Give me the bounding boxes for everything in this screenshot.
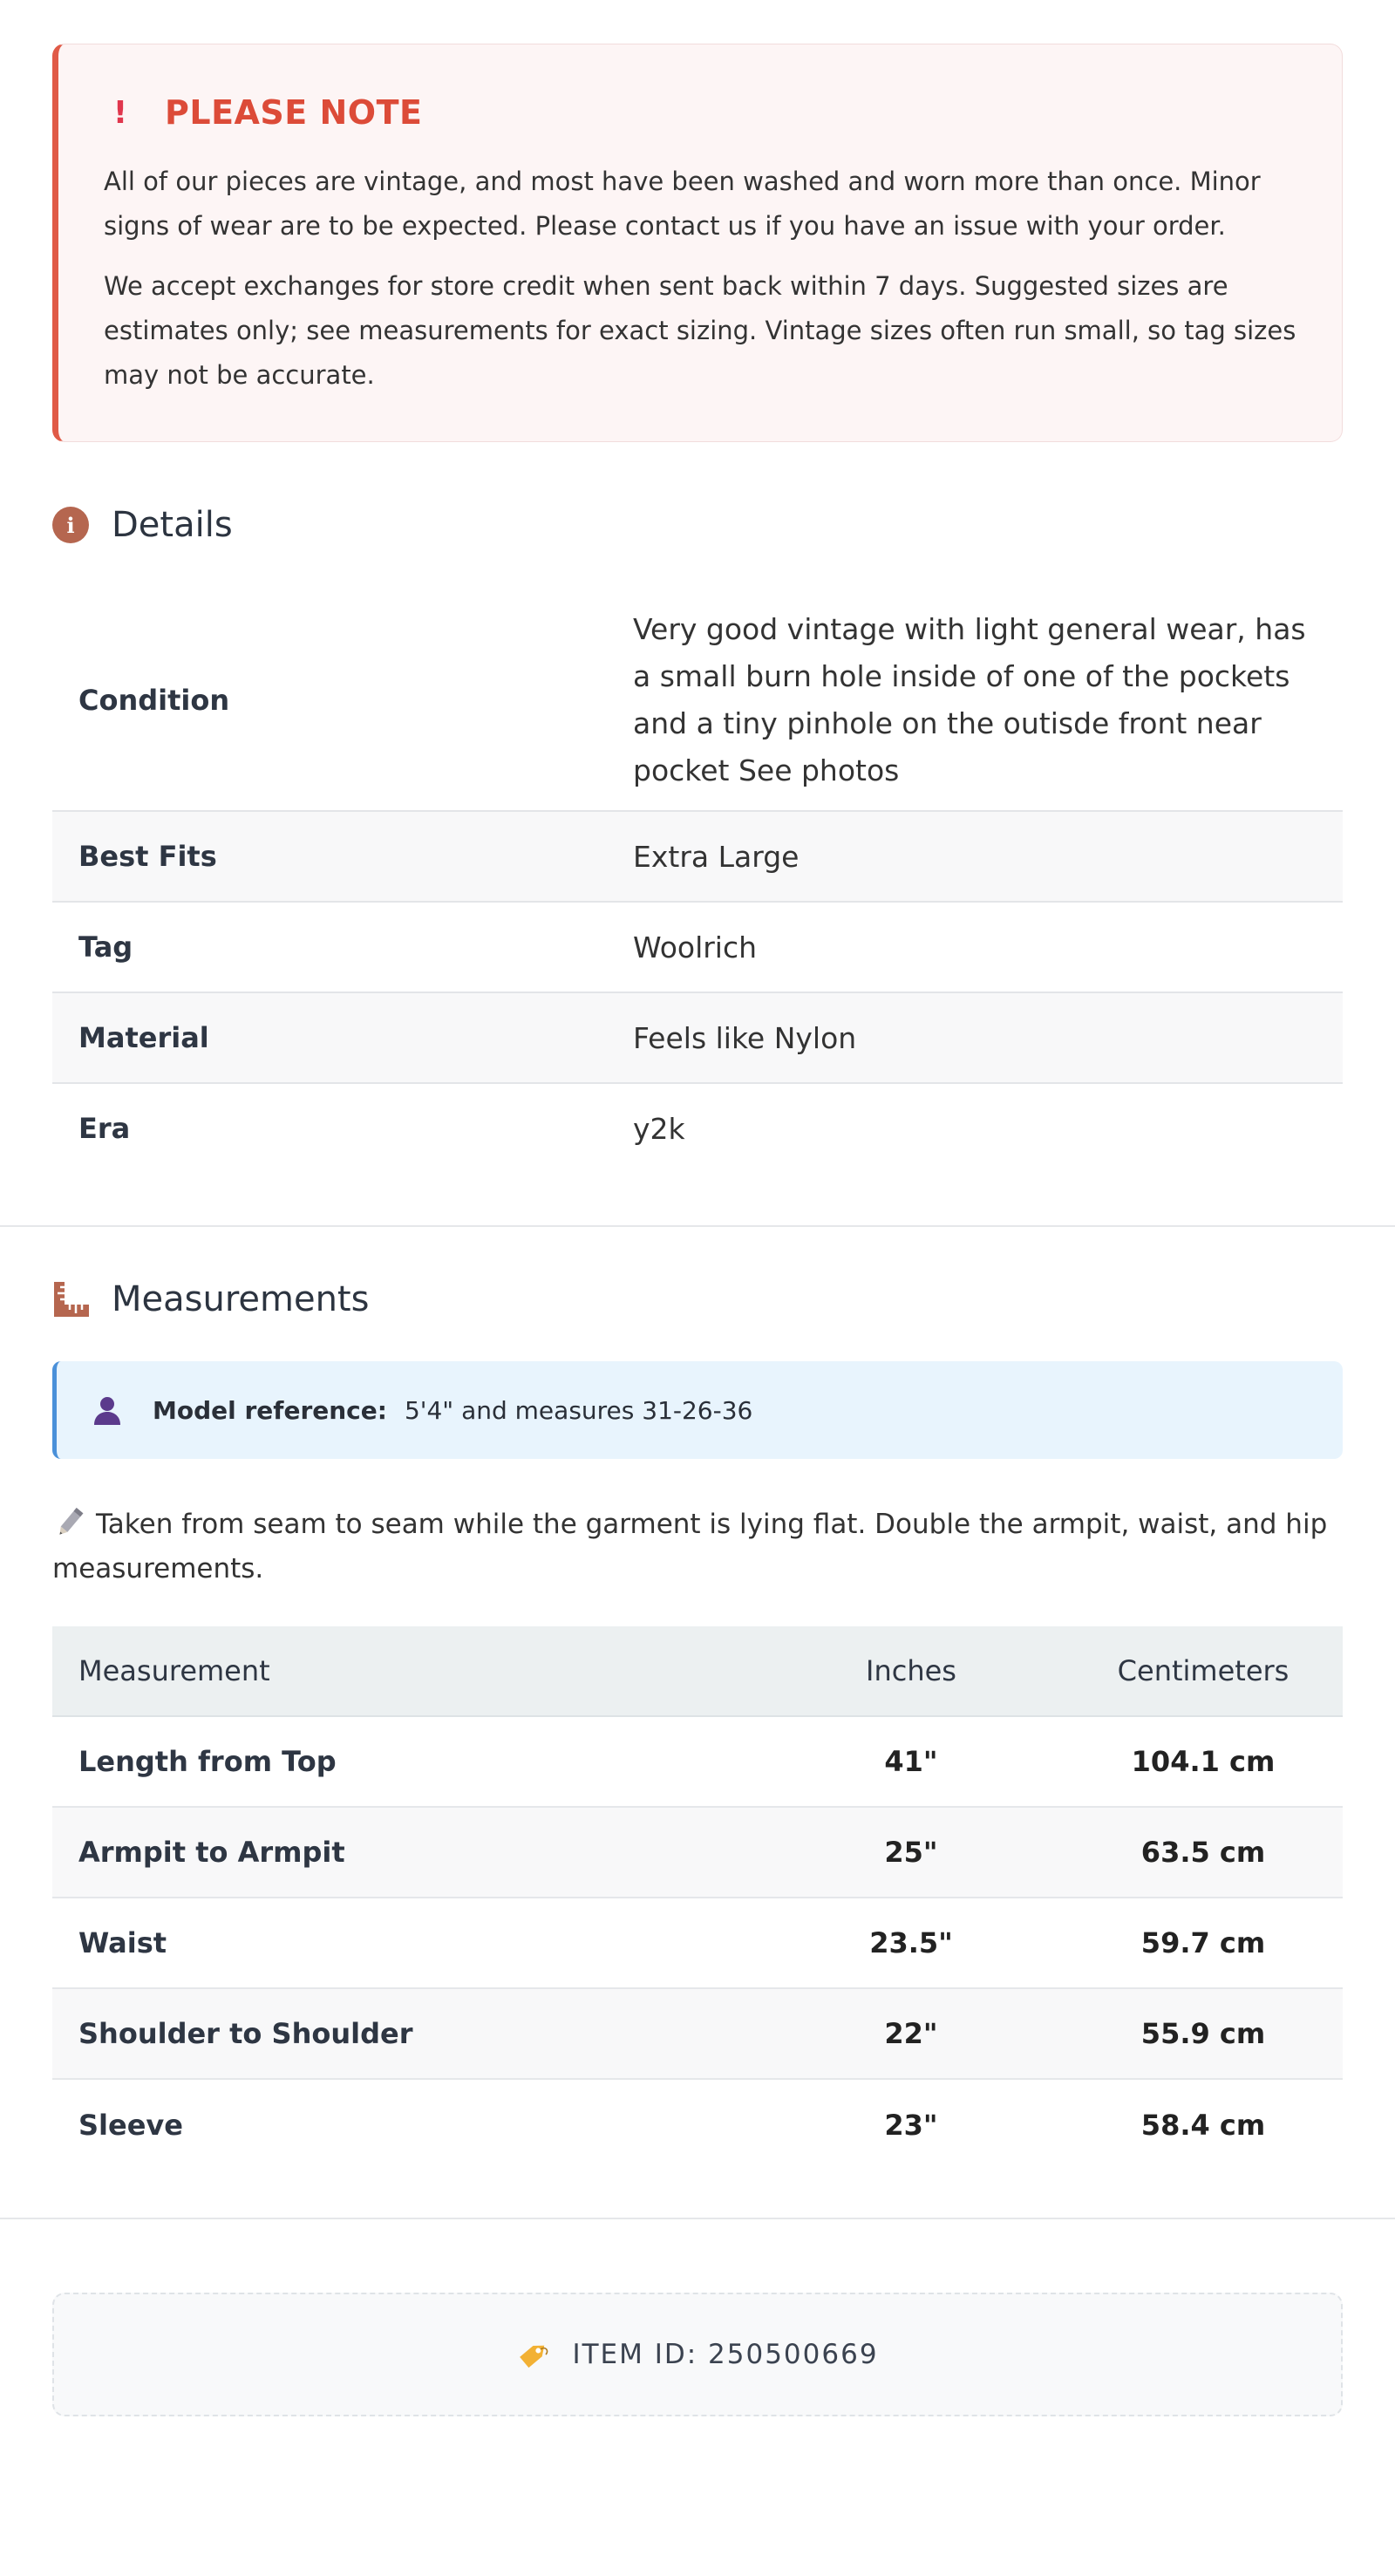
measurement-name: Sleeve <box>78 2109 183 2142</box>
measurements-section <box>0 1279 1395 2171</box>
measurement-name: Armpit to Armpit <box>78 1836 345 1869</box>
ruler-icon <box>52 1280 91 1319</box>
details-value: Very good vintage with light general wear, has a small burn hole inside of one of the pockets and a tiny pinhole on the outisde front near pocket See photos <box>633 612 1306 787</box>
section-divider <box>0 1225 1395 1227</box>
model-reference-label: Model reference: <box>153 1395 387 1425</box>
details-row <box>52 590 1343 812</box>
measurement-inches: 22" <box>884 2017 938 2050</box>
measurement-cm: 55.9 cm <box>1140 2017 1266 2050</box>
details-value: y2k <box>633 1111 685 1146</box>
note-title: PLEASE NOTE <box>165 93 423 132</box>
tag-icon <box>516 2337 551 2372</box>
table-row <box>52 2080 1343 2171</box>
measurement-cm: 59.7 cm <box>1140 1926 1266 1959</box>
details-label: Tag <box>78 930 133 964</box>
item-id: ITEM ID: 250500669 <box>572 2339 879 2370</box>
pencil-icon <box>52 1505 87 1540</box>
table-row <box>52 1898 1343 1989</box>
table-body <box>52 1717 1343 2171</box>
details-value: Woolrich <box>633 930 758 964</box>
section-divider <box>0 2218 1395 2219</box>
measurements-title: Measurements <box>112 1279 370 1319</box>
table-row <box>52 1717 1343 1808</box>
measurements-table <box>52 1626 1343 2171</box>
measurement-cm: 58.4 cm <box>1140 2109 1266 2142</box>
details-row <box>52 993 1343 1084</box>
exclamation-icon: ! <box>112 94 128 131</box>
item-id-box <box>52 2293 1343 2416</box>
header-measurement: Measurement <box>78 1654 270 1687</box>
details-row <box>52 812 1343 903</box>
header-centimeters: Centimeters <box>1117 1654 1290 1687</box>
details-label: Material <box>78 1021 209 1054</box>
measurement-inches: 23" <box>884 2109 938 2142</box>
person-icon <box>92 1394 123 1426</box>
measurement-cm: 104.1 cm <box>1131 1745 1276 1778</box>
measurement-name: Shoulder to Shoulder <box>78 2017 413 2050</box>
details-header <box>52 505 1343 545</box>
note-header <box>104 93 1296 132</box>
measurement-inches: 25" <box>884 1836 938 1869</box>
note-paragraph: We accept exchanges for store credit when sent back within 7 days. Suggested sizes are estimates only; see measurements for exact sizing. Vintage sizes often run small, so tag sizes may not be accurate. <box>104 271 1296 390</box>
table-row <box>52 1808 1343 1898</box>
info-icon: i <box>52 507 89 543</box>
details-row <box>52 1084 1343 1173</box>
measurements-header <box>52 1279 1343 1319</box>
measurement-note-text: Taken from seam to seam while the garment is lying flat. Double the armpit, waist, and hip measurements. <box>52 1509 1328 1584</box>
measurement-note <box>52 1503 1343 1591</box>
please-note-box <box>52 44 1343 442</box>
measurement-cm: 63.5 cm <box>1140 1836 1266 1869</box>
details-label: Best Fits <box>78 840 217 873</box>
measurement-inches: 23.5" <box>869 1926 953 1959</box>
product-info <box>0 44 1395 1173</box>
measurement-name: Length from Top <box>78 1745 337 1778</box>
table-row <box>52 1989 1343 2080</box>
details-value: Feels like Nylon <box>633 1020 857 1055</box>
details-label: Era <box>78 1112 131 1145</box>
measurement-name: Waist <box>78 1926 167 1959</box>
details-table <box>52 590 1343 1173</box>
details-label: Condition <box>78 684 230 717</box>
table-header <box>52 1626 1343 1717</box>
header-inches: Inches <box>866 1654 956 1687</box>
model-reference-value: 5'4" and measures 31-26-36 <box>404 1395 753 1425</box>
model-reference-box <box>52 1361 1343 1459</box>
item-section <box>0 2293 1395 2416</box>
details-title: Details <box>112 505 233 545</box>
measurement-inches: 41" <box>884 1745 938 1778</box>
details-row <box>52 903 1343 993</box>
note-paragraph: All of our pieces are vintage, and most have been washed and worn more than once. Minor signs of wear are to be expected. Please contact us if you have an issue with your order. <box>104 167 1261 241</box>
details-value: Extra Large <box>633 839 800 874</box>
